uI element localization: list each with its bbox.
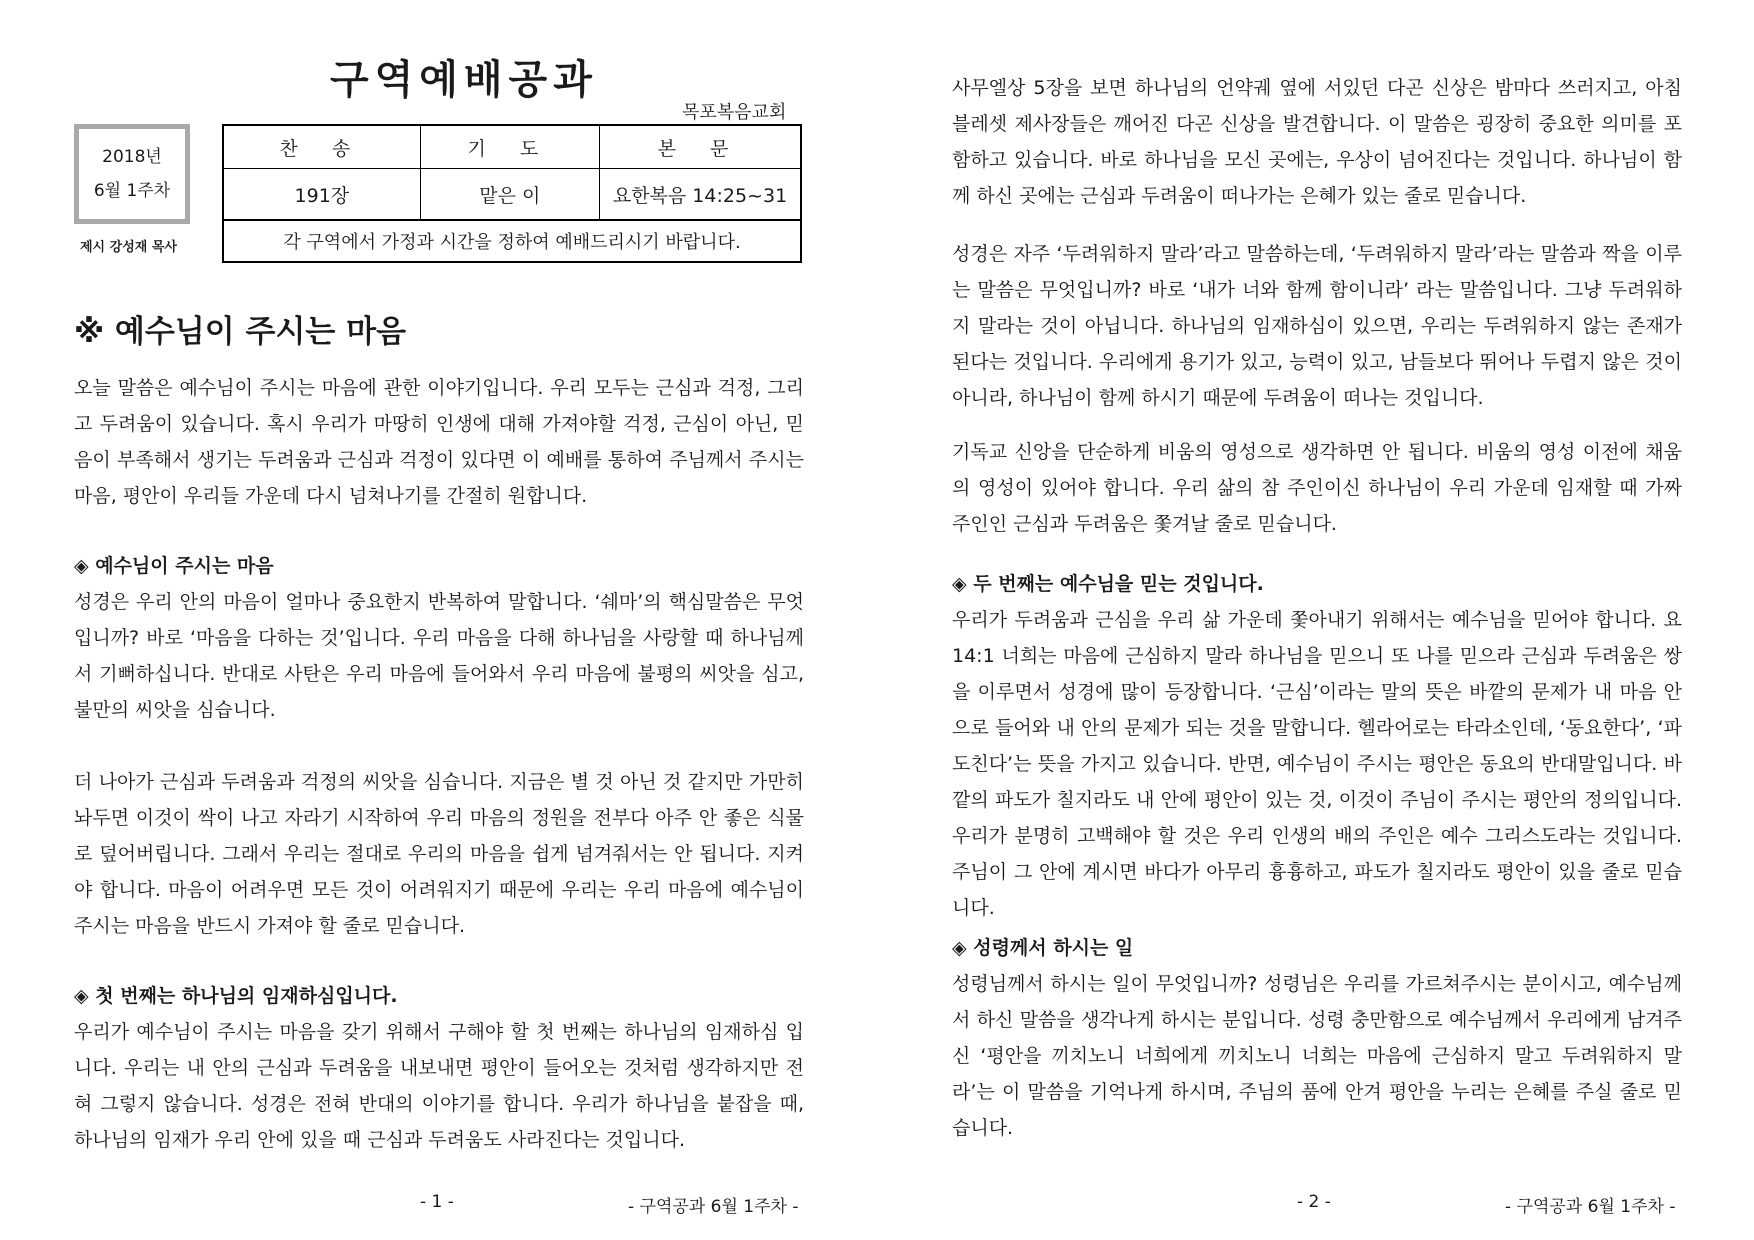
section-4-heading: ◈ 성령께서 하시는 일 xyxy=(952,937,1134,959)
church-name: 목포복음교회 xyxy=(682,102,787,123)
footer-label-1: - 구역공과 6월 1주차 - xyxy=(628,1197,799,1217)
section-1-paragraph-2: 더 나아가 근심과 두려움과 걱정의 씨앗을 심습니다. 지금은 별 것 아닌 것 같지만 가만히 놔두면 이것이 싹이 나고 자라기 시작하여 우리 마음의 정원을 전부다 아주 안 좋은 식물로 덮어버립니다. 그래서 우리는 절대로 우리의 마음을 쉽게 넘겨줘서는 안 됩니다. 지켜야 합니다. 마음이 어려우면 모든 것이 어려워지기 때문에 우리는 우리 마음에 예수님이 주시는 마음을 반드시 가져야 할 줄로 믿습니다. xyxy=(74,771,804,937)
page-number-2: - 2 - xyxy=(1297,1192,1331,1212)
section-1 xyxy=(74,548,804,728)
date-box xyxy=(74,124,190,224)
page-2-paragraph-2: 성경은 자주 ‘두려워하지 말라’라고 말씀하는데, ‘두려워하지 말라’라는 말씀과 짝을 이루는 말씀은 무엇입니까? 바로 ‘내가 너와 함께 함이니라’ 라는 말씀입니다. 그냥 두려워하지 말라는 것이 아닙니다. 하나님의 임재하심이 있으면, 우리는 두려워하지 않는 존재가 된다는 것입니다. 우리에게 용기가 있고, 능력이 있고, 남들보다 뛰어나 두렵지 않은 것이 아니라, 하나님이 함께 하시기 때문에 두려움이 떠나는 것입니다. xyxy=(952,243,1682,409)
section-2 xyxy=(74,978,804,1158)
document-title: 구역예배공과 xyxy=(330,57,598,103)
section-4 xyxy=(952,930,1682,1146)
section-2-heading: ◈ 첫 번째는 하나님의 임재하심입니다. xyxy=(74,985,398,1007)
page-2-paragraph-1: 사무엘상 5장을 보면 하나님의 언약궤 옆에 서있던 다곤 신상은 밤마다 쓰러지고, 아침 블레셋 제사장들은 깨어진 다곤 신상을 발견합니다. 이 말씀은 굉장히 중요한 의미를 포함하고 있습니다. 바로 하나님을 모신 곳에는, 우상이 넘어진다는 것입니다. 하나님이 함께 하신 곳에는 근심과 두려움이 떠나가는 은혜가 있는 줄로 믿습니다. xyxy=(952,77,1682,207)
header-scripture: 본 문 xyxy=(600,125,802,169)
date-week: 6월 1주차 xyxy=(93,181,171,201)
intro-text: 오늘 말씀은 예수님이 주시는 마음에 관한 이야기입니다. 우리 모두는 근심과 걱정, 그리고 두려움이 있습니다. 혹시 우리가 마땅히 인생에 대해 가져야할 걱정, 근심이 아닌, 믿음이 부족해서 생기는 두려움과 근심과 걱정이 있다면 이 예배를 통하여 주님께서 주시는 마음, 평안이 우리들 가운데 다시 넘쳐나기를 간절히 원합니다. xyxy=(74,377,804,507)
section-1-continued xyxy=(74,764,804,944)
page-2-paragraph-3-block xyxy=(952,434,1682,542)
page-2-paragraph-1-block xyxy=(952,70,1682,214)
section-4-paragraph-1: 성령님께서 하시는 일이 무엇입니까? 성령님은 우리를 가르쳐주시는 분이시고, 예수님께서 하신 말씀을 생각나게 하시는 분입니다. 성령 충만함으로 예수님께서 우리에게 남겨주신 ‘평안을 끼치노니 너희에게 끼치노니 너희는 마음에 근심하지 말고 두려워하지 말라’는 이 말씀을 기억나게 하시며, 주님의 품에 안겨 평안을 누리는 은혜를 주실 줄로 믿습니다. xyxy=(952,973,1682,1139)
page-2 xyxy=(877,0,1754,1240)
date-year: 2018년 xyxy=(102,147,162,167)
sermon-title: ※ 예수님이 주시는 마음 xyxy=(74,314,407,350)
header-hymn: 찬 송 xyxy=(223,125,420,169)
page-2-paragraph-3: 기독교 신앙을 단순하게 비움의 영성으로 생각하면 안 됩니다. 비움의 영성 이전에 채움의 영성이 있어야 합니다. 우리 삶의 참 주인이신 하나님이 우리 가운데 임재할 때 가짜 주인인 근심과 두려움은 쫓겨날 줄로 믿습니다. xyxy=(952,441,1682,535)
header-prayer: 기 도 xyxy=(420,125,599,169)
page-2-paragraph-2-block xyxy=(952,236,1682,416)
section-3-heading: ◈ 두 번째는 예수님을 믿는 것입니다. xyxy=(952,573,1264,595)
worship-info-table xyxy=(222,124,802,263)
section-2-paragraph-1: 우리가 예수님이 주시는 마음을 갖기 위해서 구해야 할 첫 번째는 하나님의 임재하심 입니다. 우리는 내 안의 근심과 두려움을 내보내면 평안이 들어오는 것처럼 생각하지만 전혀 그렇지 않습니다. 성경은 전혀 반대의 이야기를 합니다. 우리가 하나님을 붙잡을 때, 하나님의 임재가 우리 안에 있을 때 근심과 두려움도 사라진다는 것입니다. xyxy=(74,1021,804,1151)
section-1-heading: ◈ 예수님이 주시는 마음 xyxy=(74,555,274,577)
intro-paragraph xyxy=(74,370,804,514)
section-3-paragraph-1: 우리가 두려움과 근심을 우리 삶 가운데 쫓아내기 위해서는 예수님을 믿어야 합니다. 요 14:1 너희는 마음에 근심하지 말라 하나님을 믿으니 또 나를 믿으라 근심과 두려움은 쌍을 이루면서 성경에 많이 등장합니다. ‘근심’이라는 말의 뜻은 바깥의 문제가 내 마음 안으로 들어와 내 안의 문제가 되는 것을 말합니다. 헬라어로는 타라소인데, ‘동요한다’, ‘파도친다’는 뜻을 가지고 있습니다. 반면, 예수님이 주시는 평안은 동요의 반대말입니다. 바깥의 파도가 칠지라도 내 안에 평안이 있는 것, 이것이 주님이 주시는 평안의 정의입니다. 우리가 분명히 고백해야 할 것은 우리 인생의 배의 주인은 예수 그리스도라는 것입니다. 주님이 그 안에 계시면 바다가 아무리 흉흉하고, 파도가 칠지라도 평안이 있을 줄로 믿습니다. xyxy=(952,609,1682,919)
footer-label-2: - 구역공과 6월 1주차 - xyxy=(1505,1197,1676,1217)
value-hymn: 191장 xyxy=(223,169,420,221)
table-note: 각 구역에서 가정과 시간을 정하여 예배드리시기 바랍니다. xyxy=(223,220,801,262)
section-1-paragraph-1: 성경은 우리 안의 마음이 얼마나 중요한지 반복하여 말합니다. ‘쉐마’의 핵심말씀은 무엇입니까? 바로 ‘마음을 다하는 것’입니다. 우리 마음을 다해 하나님을 사랑할 때 하나님께서 기뻐하십니다. 반대로 사탄은 우리 마음에 들어와서 우리 마음에 불평의 씨앗을 심고, 불만의 씨앗을 심습니다. xyxy=(74,591,804,721)
value-prayer: 맡은 이 xyxy=(420,169,599,221)
section-3 xyxy=(952,566,1682,926)
preacher-label: 제시 강성재 목사 xyxy=(80,240,177,255)
page-number-1: - 1 - xyxy=(420,1192,454,1212)
value-scripture: 요한복음 14:25~31 xyxy=(600,169,802,221)
